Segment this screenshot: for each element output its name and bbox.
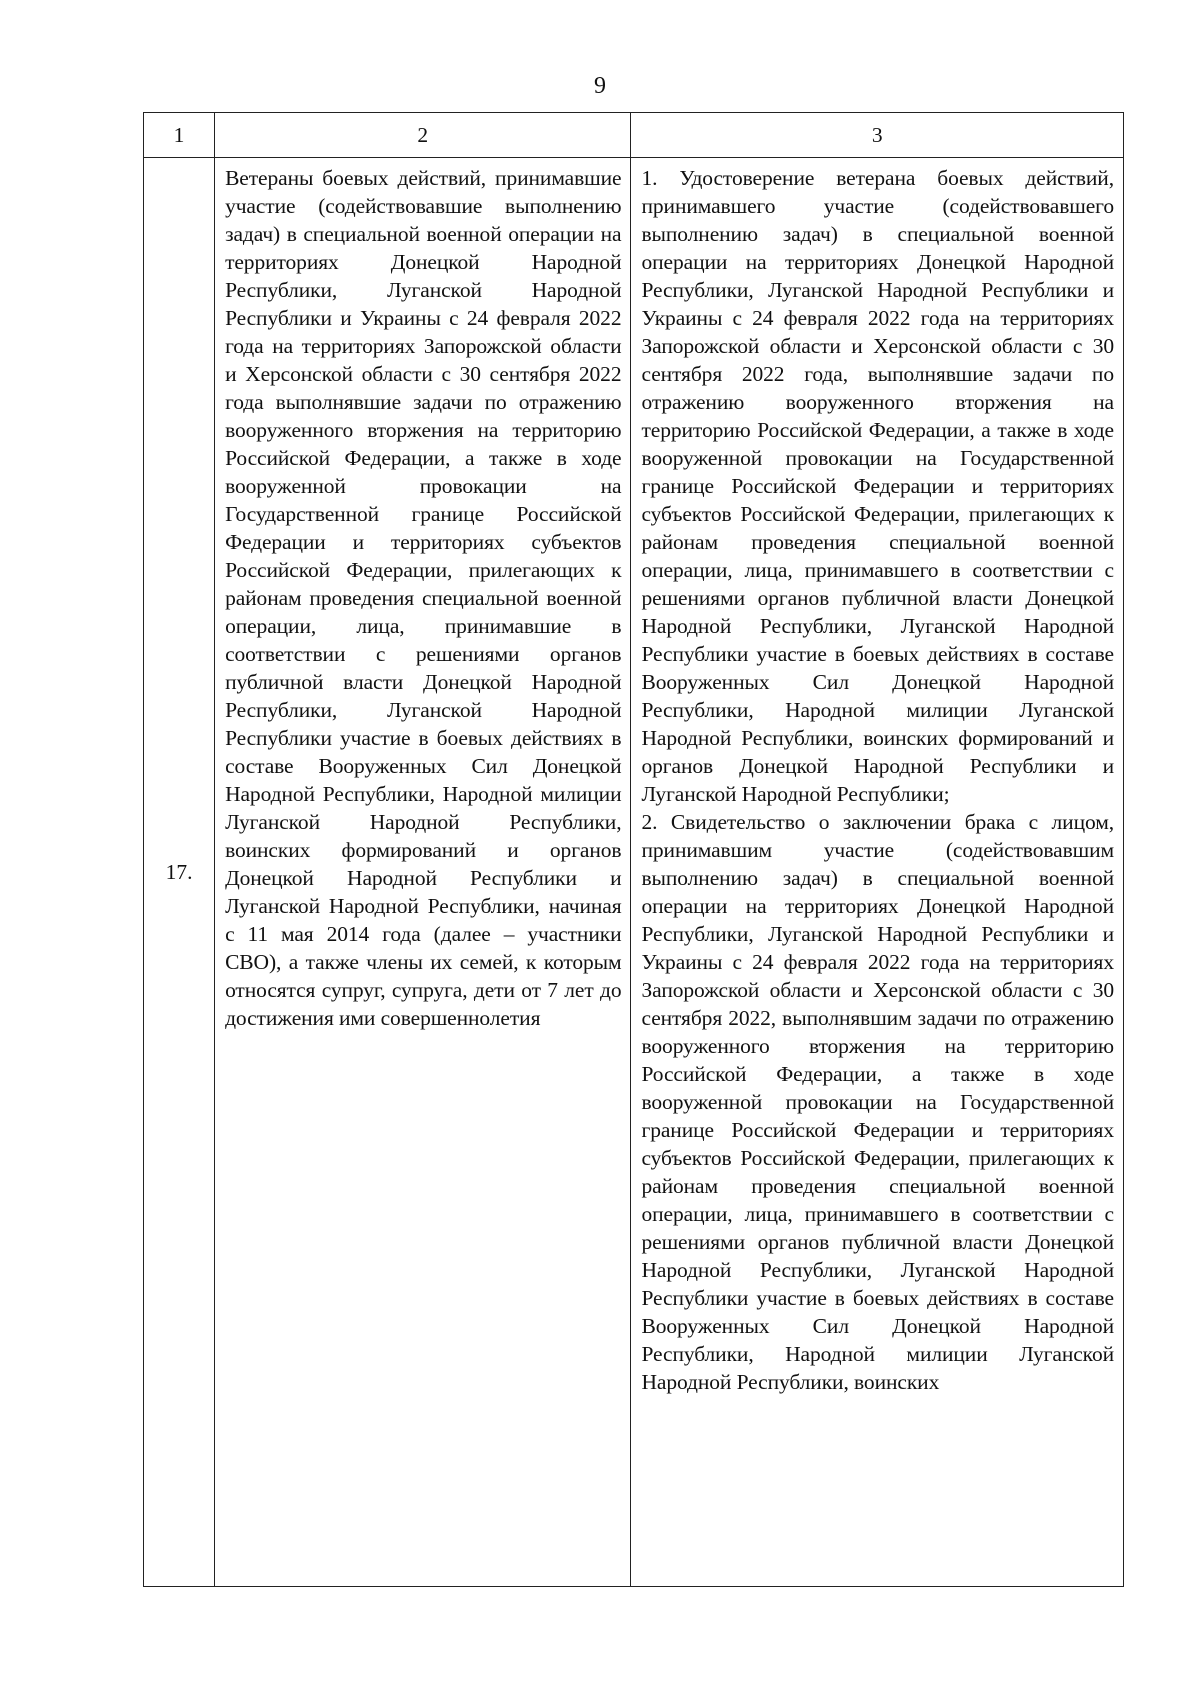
page-number: 9: [594, 73, 606, 99]
category-cell: [215, 158, 631, 1587]
table-row: [144, 158, 1124, 1587]
category-text: Ветераны боевых действий, принимавшие участие (содействовавшие выполнению задач) в специальной военной операции на территориях Донецкой Народной Республики, Луганской Народной Республики и Украины с 24 февраля 2022 года на территориях Запорожской области и Херсонской области с 30 сентября 2022 года выполнявшие задачи по отражению вооруженного вторжения на территорию Российской Федерации, а также в ходе вооруженной провокации на Государственной границе Российской Федерации и территориях субъектов Российской Федерации, прилегающих к районам проведения специальной военной операции, лица, принимавшие в соответствии с решениями органов публичной власти Донецкой Народной Республики, Луганской Народной Республики участие в боевых действиях в составе Вооруженных Сил Донецкой Народной Республики, Народной милиции Луганской Народной Республики, воинских формирований и органов Донецкой Народной Республики и Луганской Народной Республики, начиная с 11 мая 2014 года (далее – участники СВО), а также члены их семей, к которым относятся супруг, супруга, дети от 7 лет до достижения ими совершеннолетия: [225, 166, 622, 1030]
table-header-row: [144, 113, 1124, 158]
header-cell-3: 3: [631, 113, 1124, 158]
header-cell-2: 2: [215, 113, 631, 158]
row-number-cell: [144, 158, 215, 1587]
header-cell-1: 1: [144, 113, 215, 158]
document-table: [143, 112, 1124, 1587]
documents-cell: [631, 158, 1124, 1587]
document-item-1: 1. Удостоверение ветерана боевых действий, принимавшего участие (содействовавшего выполнению задач) в специальной военной операции на территориях Донецкой Народной Республики, Луганской Народной Республики и Украины с 24 февраля 2022 года на территориях Запорожской области и Херсонской области с 30 сентября 2022 года, выполнявшие задачи по отражению вооруженного вторжения на территорию Российской Федерации, а также в ходе вооруженной провокации на Государственной границе Российской Федерации и территориях субъектов Российской Федерации, прилегающих к районам проведения специальной военной операции, лица, принимавшего в соответствии с решениями органов публичной власти Донецкой Народной Республики, Луганской Народной Республики участие в боевых действиях в составе Вооруженных Сил Донецкой Народной Республики, Народной милиции Луганской Народной Республики, воинских формирований и органов Донецкой Народной Республики и Луганской Народной Республики;: [641, 166, 1114, 806]
document-item-2: 2. Свидетельство о заключении брака с лицом, принимавшим участие (содействовавшим выполнению задач) в специальной военной операции на территориях Донецкой Народной Республики, Луганской Народной Республики и Украины с 24 февраля 2022 года на территориях Запорожской области и Херсонской области с 30 сентября 2022, выполнявшим задачи по отражению вооруженного вторжения на территорию Российской Федерации, а также в ходе вооруженной провокации на Государственной границе Российской Федерации и территориях субъектов Российской Федерации, прилегающих к районам проведения специальной военной операции, лица, принимавшего в соответствии с решениями органов публичной власти Донецкой Народной Республики, Луганской Народной Республики участие в боевых действиях в составе Вооруженных Сил Донецкой Народной Республики, Народной милиции Луганской Народной Республики, воинских: [641, 810, 1114, 1394]
row-number: 17.: [165, 860, 193, 884]
